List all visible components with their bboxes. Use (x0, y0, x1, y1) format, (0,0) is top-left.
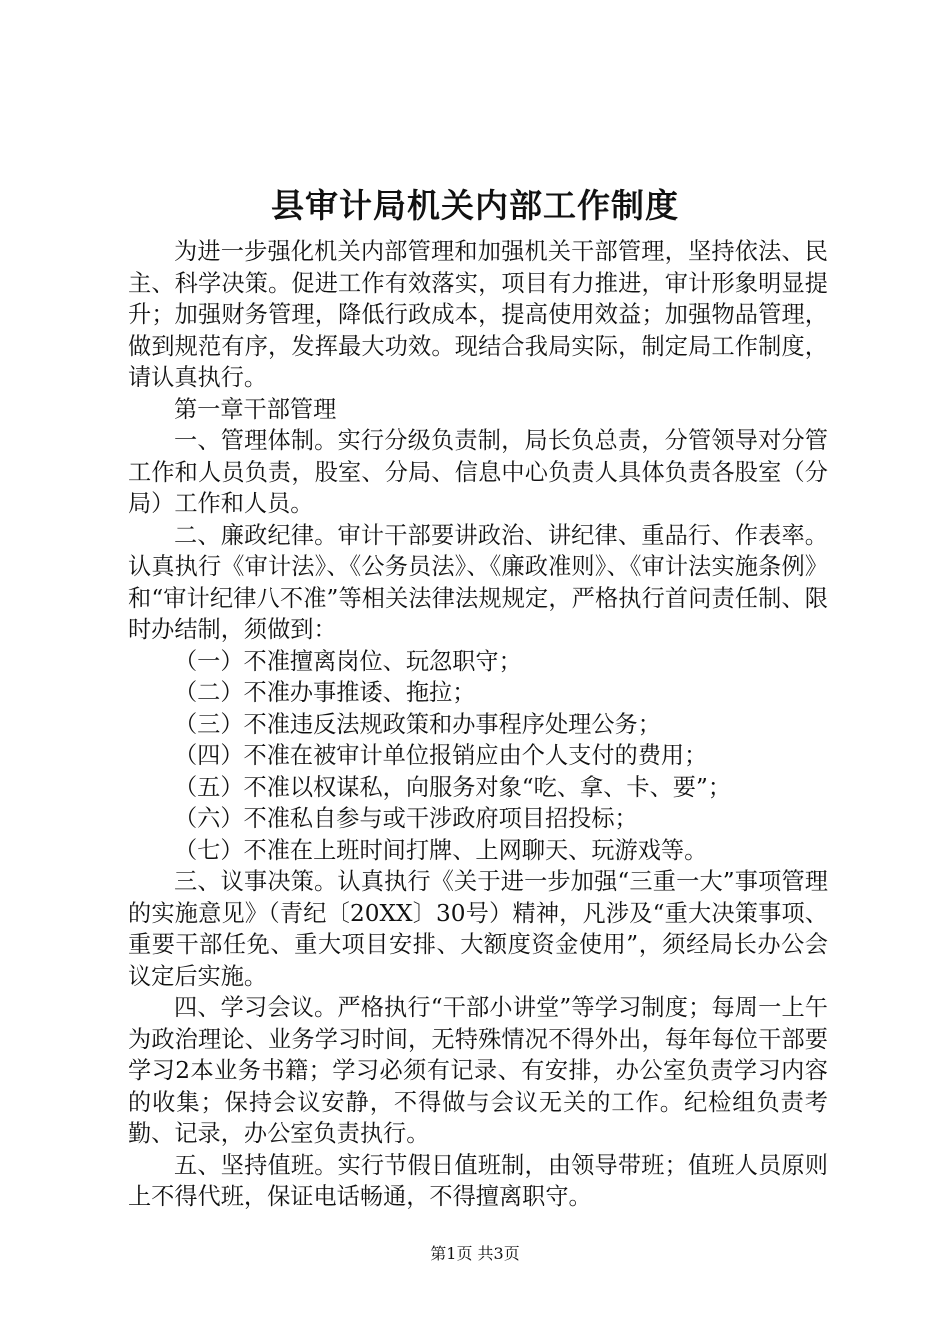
chapter-heading: 第一章干部管理 (174, 395, 337, 423)
section-paragraph: 三、议事决策。认真执行《关于进一步加强“三重一大”事项管理的实施意见》（青纪〔20XX〕30号）精神，凡涉及“重大决策事项、重要干部任免、重大项目安排、大额度资金使用”，须经局长办公会议定后实施。 (128, 868, 828, 990)
page-number: 第1页 共3页 (430, 1244, 520, 1263)
list-item: （七）不准在上班时间打牌、上网聊天、玩游戏等。 (174, 836, 708, 864)
list-item: （三）不准违反法规政策和办事程序处理公务； (174, 710, 661, 738)
section-paragraph: 四、学习会议。严格执行“干部小讲堂”等学习制度；每周一上午为政治理论、业务学习时间，无特殊情况不得外出，每年每位干部要学习2本业务书籍；学习必须有记录、有安排，办公室负责学习内容的收集；保持会议安静，不得做与会议无关的工作。纪检组负责考勤、记录，办公室负责执行。 (128, 994, 828, 1147)
list-item: （六）不准私自参与或干涉政府项目招投标； (174, 805, 638, 832)
list-item: （二）不准办事推诿、拖拉； (174, 679, 476, 706)
document-body (128, 236, 828, 1213)
section-paragraph: 一、管理体制。实行分级负责制，局长负总责，分管领导对分管工作和人员负责，股室、分局、信息中心负责人具体负责各股室（分局）工作和人员。 (128, 427, 828, 517)
section-paragraph: 五、坚持值班。实行节假日值班制，由领导带班；值班人员原则上不得代班，保证电话畅通，不得擅离职守。 (128, 1151, 828, 1210)
list-item: （一）不准擅离岗位、玩忽职守； (174, 647, 522, 675)
list-item: （四）不准在被审计单位报销应由个人支付的费用； (174, 742, 708, 769)
section-paragraph: 二、廉政纪律。审计干部要讲政治、讲纪律、重品行、作表率。认真执行《审计法》、《公务员法》、《廉政准则》、《审计法实施条例》和“审计纪律八不准”等相关法律法规规定，严格执行首问责任制、限时办结制，须做到： (128, 521, 828, 643)
list-item: （五）不准以权谋私，向服务对象“吃、拿、卡、要”； (174, 773, 732, 801)
page-title: 县审计局机关内部工作制度 (271, 186, 679, 225)
intro-paragraph: 为进一步强化机关内部管理和加强机关干部管理，坚持依法、民主、科学决策。促进工作有效落实，项目有力推进，审计形象明显提升；加强财务管理，降低行政成本，提高使用效益；加强物品管理，做到规范有序，发挥最大功效。现结合我局实际，制定局工作制度，请认真执行。 (128, 238, 828, 391)
